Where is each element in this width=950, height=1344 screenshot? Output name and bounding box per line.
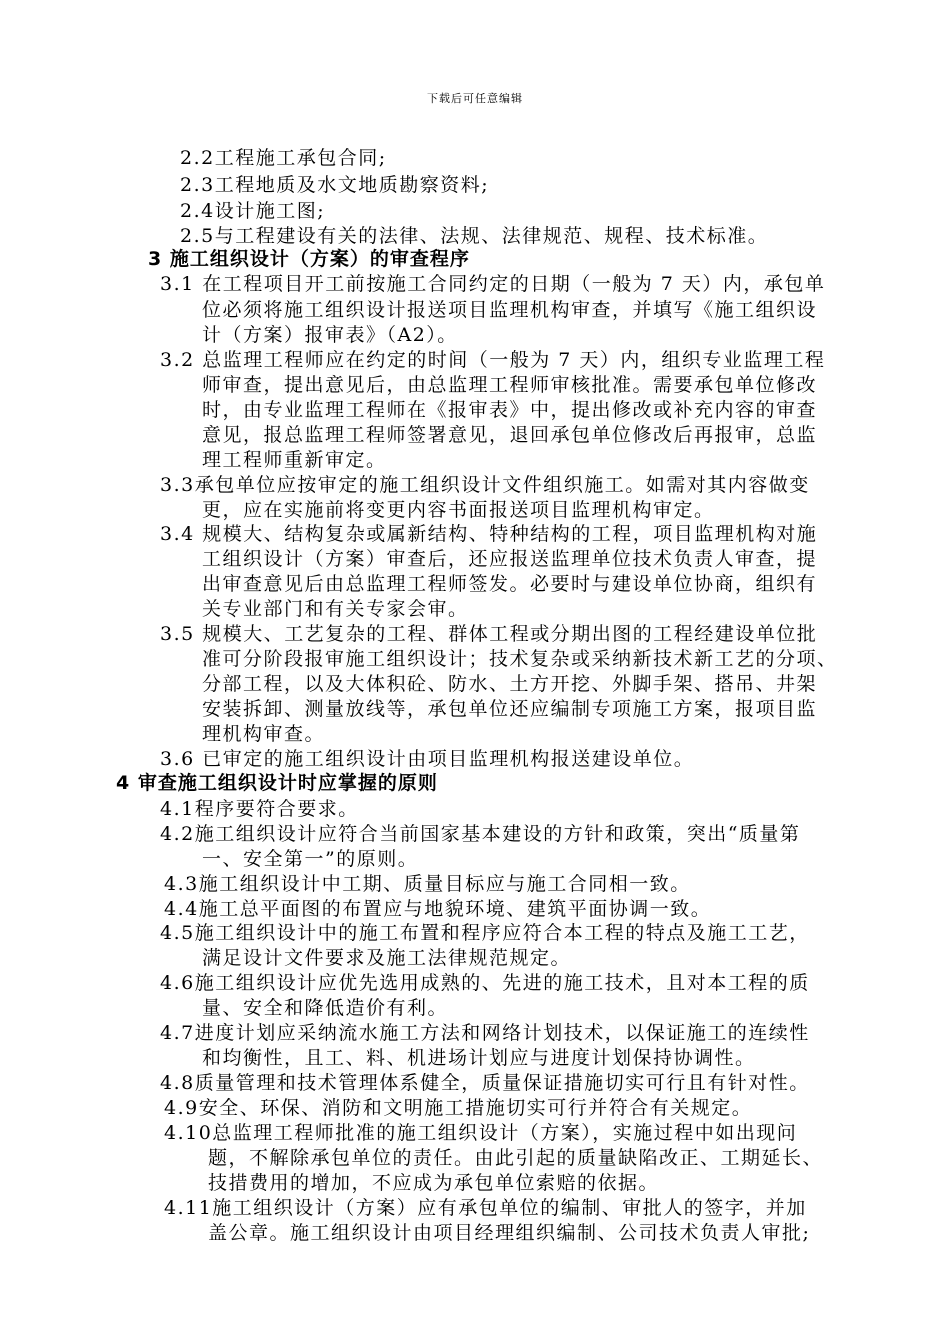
section-heading: 3 施工组织设计（方案）的审查程序 [148,248,470,270]
text-line: 2.4设计施工图; [180,200,326,222]
text-line: 关专业部门和有关专家会审。 [202,598,469,620]
text-line: 理机构审查。 [202,723,326,745]
text-line: 4.7进度计划应采纳流水施工方法和网络计划技术，以保证施工的连续性 [160,1022,810,1044]
text-line: 一、安全第一”的原则。 [202,848,419,870]
text-line: 4.6施工组织设计应优先选用成熟的、先进的施工技术，且对本工程的质 [160,972,810,994]
text-line: 4.4施工总平面图的布置应与地貌环境、建筑平面协调一致。 [164,898,712,920]
text-line: 工组织设计（方案）审查后，还应报送监理单位技术负责人审查，提 [202,548,818,570]
text-line: 2.2工程施工承包合同; [180,147,387,169]
text-line: 4.9安全、环保、消防和文明施工措施切实可行并符合有关规定。 [164,1097,753,1119]
text-line: 4.8质量管理和技术管理体系健全，质量保证措施切实可行且有针对性。 [160,1072,810,1094]
text-line: 题，不解除承包单位的责任。由此引起的质量缺陷改正、工期延长、 [208,1147,824,1169]
text-line: 4.2施工组织设计应符合当前国家基本建设的方针和政策，突出“质量第 [160,823,801,845]
text-line: 准可分阶段报审施工组织设计；技术复杂或采纳新技术新工艺的分项、 [202,648,838,670]
text-line: 盖公章。施工组织设计由项目经理组织编制、公司技术负责人审批; [208,1222,811,1244]
text-line: 出审查意见后由总监理工程师签发。必要时与建设单位协商，组织有 [202,573,818,595]
text-line: 2.5与工程建设有关的法律、法规、法律规范、规程、技术标准。 [180,225,769,247]
text-line: 4.3施工组织设计中工期、质量目标应与施工合同相一致。 [164,873,691,895]
text-line: 2.3工程地质及水文地质勘察资料; [180,174,490,196]
text-line: 理工程师重新审定。 [202,449,387,471]
text-line: 满足设计文件要求及施工法律规范规定。 [202,947,572,969]
text-line: 4.1程序要符合要求。 [160,798,359,820]
text-line: 3.5 规模大、工艺复杂的工程、群体工程或分期出图的工程经建设单位批 [160,623,818,645]
text-line: 4.10总监理工程师批准的施工组织设计（方案），实施过程中如出现问 [164,1122,798,1144]
text-line: 安装拆卸、测量放线等，承包单位还应编制专项施工方案，报项目监 [202,698,818,720]
text-line: 位必须将施工组织设计报送项目监理机构审查，并填写《施工组织设 [202,299,818,321]
text-line: 3.4 规模大、结构复杂或属新结构、特种结构的工程，项目监理机构对施 [160,523,818,545]
text-line: 3.3承包单位应按审定的施工组织设计文件组织施工。如需对其内容做变 [160,474,810,496]
text-line: 师审查，提出意见后，由总监理工程师审核批准。需要承包单位修改 [202,374,818,396]
text-line: 3.6 已审定的施工组织设计由项目监理机构报送建设单位。 [160,748,695,770]
text-line: 量、安全和降低造价有利。 [202,997,449,1019]
text-line: 时，由专业监理工程师在《报审表》中，提出修改或补充内容的审查 [202,399,818,421]
page-header: 下载后可任意编辑 [427,92,523,105]
text-line: 更，应在实施前将变更内容书面报送项目监理机构审定。 [202,499,715,521]
text-line: 3.2 总监理工程师应在约定的时间（一般为 7 天）内，组织专业监理工程 [160,349,826,371]
text-line: 4.5施工组织设计中的施工布置和程序应符合本工程的特点及施工工艺， [160,922,810,944]
section-heading: 4 审查施工组织设计时应掌握的原则 [116,772,438,794]
text-line: 意见，报总监理工程师签署意见，退回承包单位修改后再报审，总监 [202,424,818,446]
text-line: 3.1 在工程项目开工前按施工合同约定的日期（一般为 7 天）内，承包单 [160,273,826,295]
text-line: 分部工程，以及大体积砼、防水、土方开挖、外脚手架、搭吊、井架 [202,673,818,695]
text-line: 计（方案）报审表》（A2）。 [202,324,458,346]
text-line: 4.11施工组织设计（方案）应有承包单位的编制、审批人的签字，并加 [164,1197,807,1219]
text-line: 技措费用的增加，不应成为承包单位索赔的依据。 [208,1172,660,1194]
text-line: 和均衡性，且工、料、机进场计划应与进度计划保持协调性。 [202,1047,756,1069]
